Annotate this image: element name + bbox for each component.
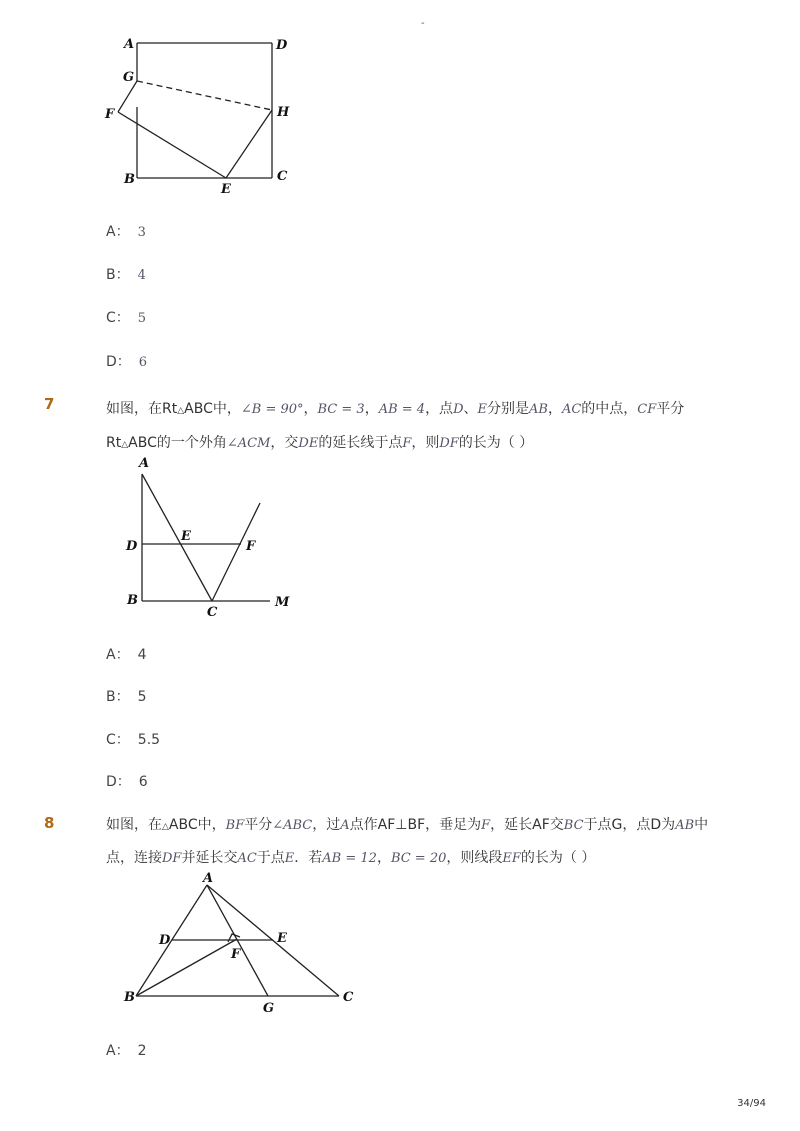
q7-option-c-letter: C： <box>106 732 130 748</box>
q8-number: 8 <box>44 814 55 832</box>
q8-figure <box>115 866 365 1021</box>
q6-label-b: B <box>124 172 135 187</box>
q7-option-d-letter: D： <box>106 774 131 790</box>
q7-option-a-value: 4 <box>137 647 147 663</box>
q6-label-f: F <box>105 107 115 122</box>
q8-label-a: A <box>203 871 214 886</box>
q7-option-b-letter: B： <box>106 689 130 705</box>
q6-option-c[interactable] <box>106 307 146 327</box>
q7-label-m: M <box>275 595 290 610</box>
q6-option-d-value: 6 <box>138 355 148 370</box>
q8-option-a-letter: A： <box>106 1043 130 1059</box>
q6-label-h: H <box>277 105 290 120</box>
page-number: 34/94 <box>737 1098 766 1109</box>
q8-label-f: F <box>231 947 241 962</box>
q6-option-c-value: 5 <box>137 311 147 326</box>
q6-option-a-value: 3 <box>137 225 146 240</box>
q8-label-g: G <box>263 1001 275 1016</box>
q8-option-a-value: 2 <box>137 1043 147 1059</box>
q6-option-d-letter: D： <box>106 354 131 370</box>
q7-number: 7 <box>44 395 55 413</box>
q7-label-a: A <box>139 456 150 471</box>
q7-option-c-value: 5.5 <box>137 732 161 748</box>
q8-label-d: D <box>159 933 171 948</box>
q7-label-c: C <box>207 605 218 620</box>
q7-label-d: D <box>126 539 138 554</box>
q6-option-a[interactable] <box>106 221 146 241</box>
q7-option-b[interactable] <box>106 686 147 706</box>
q8-option-a[interactable] <box>106 1040 147 1060</box>
q8-label-e: E <box>277 931 287 946</box>
q6-label-g: G <box>123 70 135 85</box>
q7-stem-line2: Rt△ABC的一个外角∠ACM，交DE的延长线于点F，则DF的长为（ ） <box>106 435 534 451</box>
top-mark: - <box>421 18 425 29</box>
q7-label-b: B <box>127 593 138 608</box>
q7-label-e: E <box>181 529 191 544</box>
q6-option-d[interactable] <box>106 351 147 371</box>
q6-option-a-letter: A： <box>106 224 130 240</box>
q7-option-b-value: 5 <box>137 689 147 705</box>
q6-label-a: A <box>124 37 135 52</box>
q7-stem-line1: 如图，在Rt△ABC中，∠B = 90°，BC = 3，AB = 4，点D、E分别是AB，AC的中点，CF平分 <box>106 401 685 417</box>
q6-figure <box>100 30 300 200</box>
q6-option-b-letter: B： <box>106 267 130 283</box>
q7-option-d[interactable] <box>106 771 148 791</box>
q8-label-c: C <box>343 990 354 1005</box>
q7-option-a[interactable] <box>106 644 147 664</box>
q7-figure <box>110 450 310 625</box>
q8-label-b: B <box>124 990 135 1005</box>
q7-option-c[interactable] <box>106 729 160 749</box>
q6-option-b-value: 4 <box>137 268 146 283</box>
q7-label-f: F <box>246 539 256 554</box>
q8-stem-line1: 如图，在△ABC中，BF平分∠ABC，过A点作AF⊥BF，垂足为F，延长AF交BC于点G，点D为AB中 <box>106 817 709 833</box>
q6-label-d: D <box>276 38 288 53</box>
q8-stem-line2: 点，连接DF并延长交AC于点E．若AB = 12，BC = 20，则线段EF的长为（ ） <box>106 850 596 866</box>
q6-label-e: E <box>221 182 231 197</box>
q7-option-a-letter: A： <box>106 647 130 663</box>
q6-option-b[interactable] <box>106 264 146 284</box>
q6-option-c-letter: C： <box>106 310 130 326</box>
q6-label-c: C <box>277 169 288 184</box>
q7-option-d-value: 6 <box>138 774 148 790</box>
